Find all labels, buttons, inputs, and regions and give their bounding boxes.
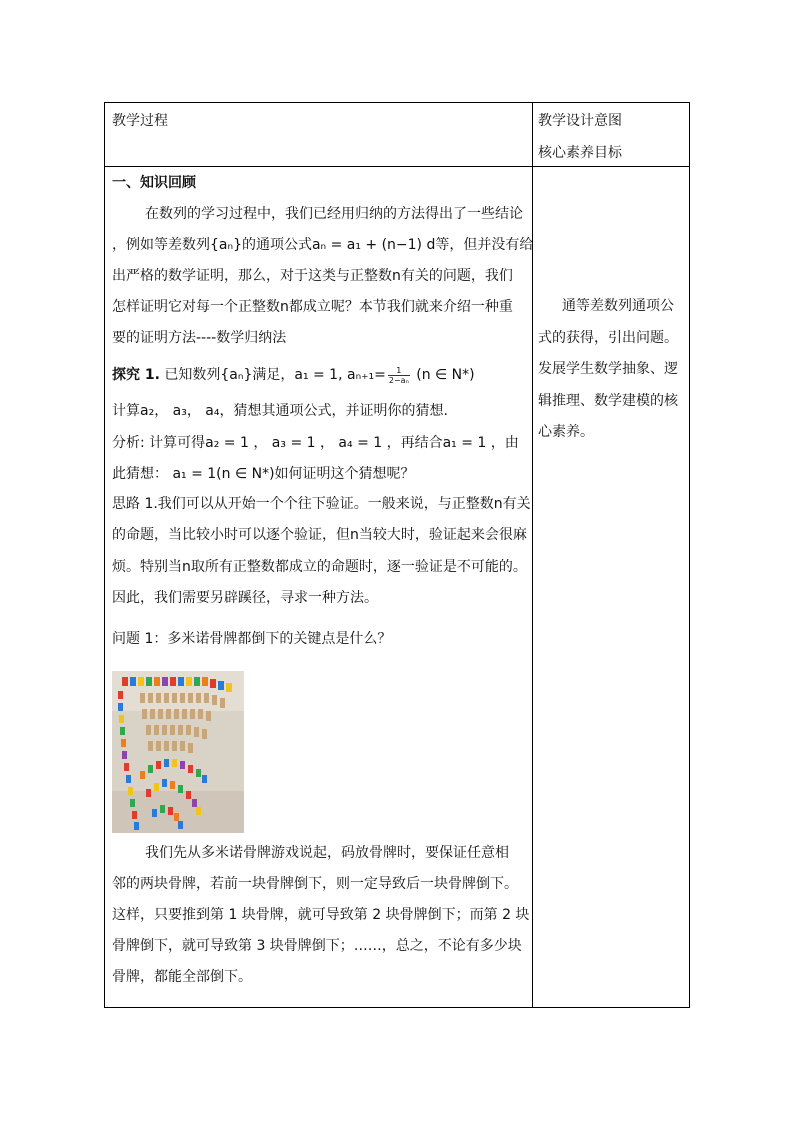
intro-line-2: ，例如等差数列{aₙ}的通项公式aₙ = a₁ + (n−1) d等，但并没有给	[112, 237, 534, 253]
header-core-literacy: 核心素养目标	[538, 145, 622, 161]
explore-text-b: (n ∈ N*)	[416, 367, 475, 383]
idea-line-4: 因此，我们需要另辟蹊径，寻求一种方法。	[112, 590, 378, 606]
note-line-2: 式的获得，引出问题。	[538, 330, 678, 346]
fraction-numerator: 1	[388, 366, 410, 376]
domino-line-2: 邻的两块骨牌，若前一块骨牌倒下，则一定导致后一块骨牌倒下。	[112, 876, 518, 892]
domino-line-3: 这样，只要推到第 1 块骨牌，就可导致第 2 块骨牌倒下；而第 2 块	[112, 907, 530, 923]
section-title-knowledge-review: 一、知识回顾	[112, 175, 196, 191]
idea-line-2: 的命题，当比较小时可以逐个验证，但n当较大时，验证起来会很麻	[112, 527, 527, 543]
question-1: 问题 1：多米诺骨牌都倒下的关键点是什么？	[112, 631, 392, 647]
explore-problem	[112, 365, 475, 385]
intro-line-3: 出严格的数学证明，那么，对于这类与正整数n有关的问题，我们	[112, 268, 513, 284]
note-line-3: 发展学生数学抽象、逻	[538, 361, 678, 377]
header-teaching-process: 教学过程	[112, 113, 168, 129]
intro-line-4: 怎样证明它对每一个正整数n都成立呢？本节我们就来介绍一种重	[112, 299, 513, 315]
note-line-4: 辑推理、数学建模的核	[538, 393, 678, 409]
note-line-5: 心素养。	[538, 424, 594, 440]
header-divider	[105, 166, 689, 167]
explore-line-4: 此猜想： a₁ = 1(n ∈ N*)如何证明这个猜想呢？	[112, 466, 415, 482]
explore-line-2: 计算a₂， a₃， a₄，猜想其通项公式，并证明你的猜想.	[112, 403, 448, 419]
recurrence-fraction	[388, 366, 410, 385]
idea-line-3: 烦。特别当n取所有正整数都成立的命题时，逐一验证是不可能的。	[112, 559, 527, 575]
domino-line-4: 骨牌倒下，就可导致第 3 块骨牌倒下；……，总之，不论有多少块	[112, 938, 522, 954]
intro-line-1: 在数列的学习过程中，我们已经用归纳的方法得出了一些结论	[145, 206, 523, 222]
domino-line-1: 我们先从多米诺骨牌游戏说起，码放骨牌时，要保证任意相	[145, 845, 509, 861]
explore-text-a: 已知数列{aₙ}满足，a₁ = 1, aₙ₊₁=	[164, 367, 386, 383]
intro-line-5: 要的证明方法----数学归纳法	[112, 330, 287, 346]
domino-line-5: 骨牌，都能全部倒下。	[112, 969, 252, 985]
idea-line-1: 思路 1.我们可以从开始一个个往下验证。一般来说，与正整数n有关	[112, 496, 531, 512]
explore-line-3: 分析: 计算可得a₂ = 1 ， a₃ = 1 ， a₄ = 1 ，再结合a₁ = 1 ，由	[112, 435, 519, 451]
header-design-intent: 教学设计意图	[538, 113, 622, 129]
domino-photo	[112, 671, 244, 833]
note-line-1: 通等差数列通项公	[562, 298, 674, 314]
fraction-denominator: 2−aₙ	[388, 375, 409, 385]
explore-label: 探究 1.	[112, 367, 160, 383]
lesson-table	[104, 102, 690, 1008]
